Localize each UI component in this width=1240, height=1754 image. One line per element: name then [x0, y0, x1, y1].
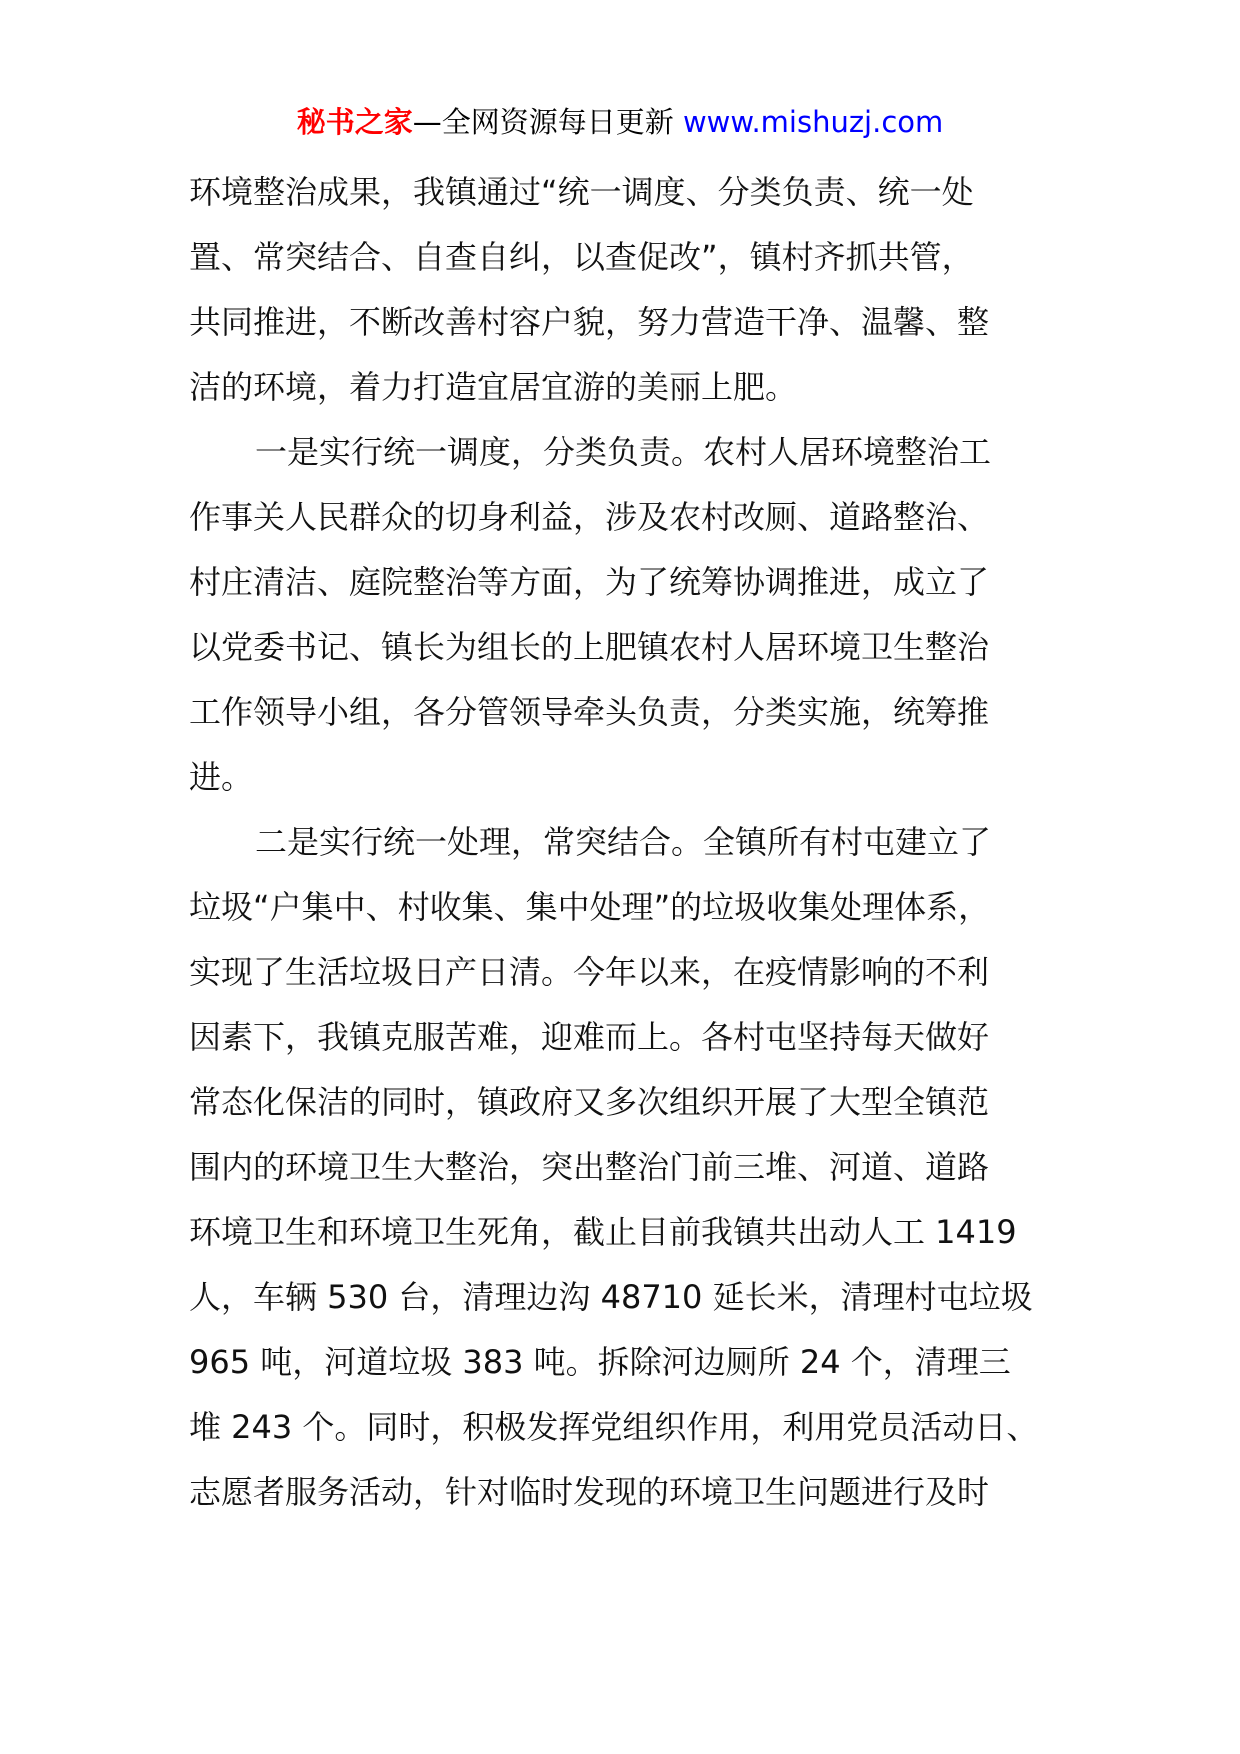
text-line: 人，车辆 530 台，清理边沟 48710 延长米，清理村屯垃圾	[189, 1278, 1033, 1316]
text-line: 作事关人民群众的切身利益，涉及农村改厕、道路整治、	[189, 498, 990, 536]
text-line: 垃圾“户集中、村收集、集中处理”的垃圾收集处理体系，	[189, 888, 991, 926]
paragraph-first-line: 二是实行统一处理，常突结合。全镇所有村屯建立了	[255, 823, 992, 861]
text-line: 堆 243 个。同时，积极发挥党组织作用，利用党员活动日、	[189, 1408, 1039, 1446]
paragraph-first-line: 一是实行统一调度，分类负责。农村人居环境整治工	[255, 433, 992, 471]
text-line: 围内的环境卫生大整治，突出整治门前三堆、河道、道路	[189, 1148, 990, 1186]
document-body	[189, 160, 1059, 1525]
brand-name: 秘书之家	[296, 105, 413, 139]
text-line: 村庄清洁、庭院整治等方面，为了统筹协调推进，成立了	[189, 563, 990, 601]
text-line: 实现了生活垃圾日产日清。今年以来，在疫情影响的不利	[189, 953, 990, 991]
text-line: 进。	[189, 758, 254, 796]
text-line: 因素下，我镇克服苦难，迎难而上。各村屯坚持每天做好	[189, 1018, 990, 1056]
text-line: 常态化保洁的同时，镇政府又多次组织开展了大型全镇范	[189, 1083, 990, 1121]
text-line: 工作领导小组，各分管领导牵头负责，分类实施，统筹推	[189, 693, 990, 731]
text-line: 环境整治成果，我镇通过“统一调度、分类负责、统一处	[189, 173, 974, 211]
website-link[interactable]: www.mishuzj.com	[682, 105, 944, 139]
header-tagline: —全网资源每日更新	[412, 105, 674, 139]
text-line: 志愿者服务活动，针对临时发现的环境卫生问题进行及时	[189, 1473, 990, 1511]
text-line: 965 吨，河道垃圾 383 吨。拆除河边厕所 24 个，清理三	[189, 1343, 1011, 1381]
text-line: 共同推进，不断改善村容户貌，努力营造干净、温馨、整	[189, 303, 990, 341]
page-header	[0, 102, 1240, 142]
text-line: 洁的环境，着力打造宜居宜游的美丽上肥。	[189, 368, 798, 406]
text-line: 环境卫生和环境卫生死角，截止目前我镇共出动人工 1419	[189, 1213, 1017, 1251]
text-line: 以党委书记、镇长为组长的上肥镇农村人居环境卫生整治	[189, 628, 990, 666]
text-line: 置、常突结合、自查自纠，以查促改”，镇村齐抓共管，	[189, 238, 974, 276]
